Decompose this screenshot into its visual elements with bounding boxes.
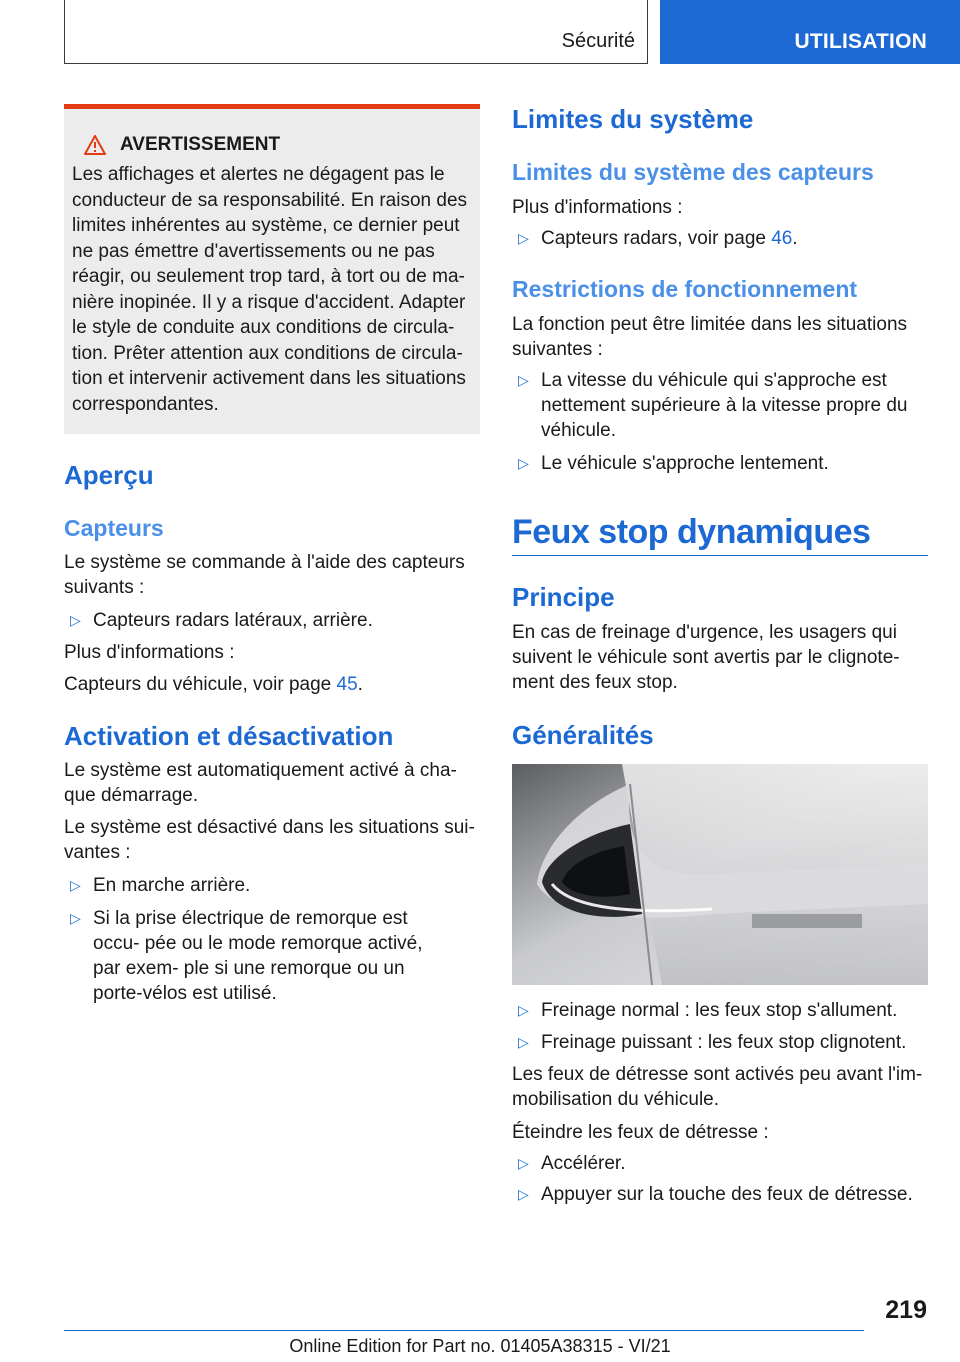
radar-text: Capteurs radars, voir page (541, 228, 772, 249)
list-item (64, 873, 480, 898)
triangle-bullet-icon: ▷ (518, 1002, 529, 1018)
capteurs-text: Le système se commande à l'aide des capteurs suivants : (64, 552, 465, 598)
triangle-bullet-icon: ▷ (518, 230, 529, 246)
list-item-text: Si la prise électrique de remorque est occu‐ pée ou le mode remorque activé, par exem‐ ple si une remorque ou un porte-vélos est utilisé. (93, 908, 423, 1004)
footer-edition: Online Edition for Part no. 01405A38315 - VI/21 (289, 1336, 671, 1356)
header-section-box (64, 0, 648, 64)
list-item (512, 1030, 928, 1055)
warning-title: AVERTISSEMENT (120, 134, 281, 155)
activation-text-2: Le système est désactivé dans les situations sui‐ vantes : (64, 817, 475, 863)
vehicle-sensors-text: Capteurs du véhicule, voir page (64, 674, 337, 695)
warning-box (64, 104, 480, 434)
list-item-text: En marche arrière. (93, 875, 251, 896)
page-number: 219 (885, 1296, 927, 1324)
triangle-bullet-icon: ▷ (518, 1155, 529, 1171)
capteurs-heading: Capteurs (64, 515, 164, 541)
warning-line: nière inopinée. Il y a risque d'accident. Adapter (72, 291, 466, 313)
feux-stop-heading: Feux stop dynamiques (512, 513, 871, 551)
warning-line: tion et intervenir activement dans les situations (72, 368, 466, 389)
list-item (64, 906, 480, 1006)
list-item (512, 451, 928, 476)
warning-triangle-icon (84, 135, 106, 155)
list-item-text: Capteurs radars, voir page 46. (541, 228, 798, 249)
footer-divider (64, 1330, 864, 1331)
list-item-text: La vitesse du véhicule qui s'approche est nettement supérieure à la vitesse propre du véhicule. (541, 370, 908, 441)
warning-line: Les affichages et alertes ne dégagent pas le (72, 164, 445, 185)
apercu-heading: Aperçu (64, 460, 154, 490)
triangle-bullet-icon: ▷ (70, 612, 81, 628)
warning-title-row (72, 132, 472, 158)
triangle-bullet-icon: ▷ (518, 1186, 529, 1202)
list-item-text: Capteurs radars latéraux, arrière. (93, 610, 373, 631)
triangle-bullet-icon: ▷ (518, 372, 529, 388)
tail-light-illustration (512, 764, 928, 985)
header-section-label: Sécurité (561, 30, 635, 52)
header-chapter-label: UTILISATION (794, 30, 927, 53)
list-item-text: Freinage puissant : les feux stop clignotent. (541, 1032, 907, 1053)
triangle-bullet-icon: ▷ (70, 877, 81, 893)
warning-line: ne pas émettre d'avertissements ou ne pas (72, 240, 435, 262)
list-item-text: Le véhicule s'approche lentement. (541, 453, 829, 474)
warning-line: tion. Prêter attention aux conditions de circula‐ (72, 342, 463, 364)
list-item-text: Freinage normal : les feux stop s'allument. (541, 1000, 898, 1021)
hazard-activation-text: Les feux de détresse sont activés peu avant l'im‐ mobilisation du véhicule. (512, 1064, 923, 1110)
hazard-off-text: Éteindre les feux de détresse : (512, 1122, 769, 1143)
warning-line: conducteur de sa responsabilité. En raison des (72, 189, 468, 211)
restrictions-heading: Restrictions de fonctionnement (512, 276, 858, 302)
section-divider (512, 555, 928, 556)
warning-line: le style de conduite aux conditions de circula‐ (72, 317, 455, 338)
list-item (512, 368, 928, 443)
warning-line: correspondantes. (72, 393, 219, 415)
activation-text-1: Le système est automatiquement activé à cha‐ que démarrage. (64, 760, 457, 806)
list-item (512, 226, 928, 251)
triangle-bullet-icon: ▷ (518, 455, 529, 471)
limites-heading: Limites du système (512, 104, 754, 134)
page-link-46[interactable]: 46 (771, 228, 793, 249)
triangle-bullet-icon: ▷ (518, 1034, 529, 1050)
page-link-45[interactable]: 45 (336, 674, 358, 695)
limites-capteurs-heading: Limites du système des capteurs (512, 159, 874, 185)
restrictions-text: La fonction peut être limitée dans les situations suivantes : (512, 314, 908, 360)
list-item-text: Accélérer. (541, 1153, 626, 1174)
list-item (512, 1182, 928, 1207)
more-info-text: Plus d'informations : (512, 197, 683, 218)
list-item (64, 608, 480, 633)
generalites-heading: Généralités (512, 720, 654, 750)
list-item-text: Appuyer sur la touche des feux de détresse. (541, 1184, 913, 1205)
more-info-text: Plus d'informations : (64, 642, 235, 663)
list-item (512, 998, 928, 1023)
activation-heading: Activation et désactivation (64, 721, 394, 751)
vehicle-sensors-ref: Capteurs du véhicule, voir page 45. (64, 674, 363, 695)
warning-line: réagir, ou seulement trop tard, à tort ou de ma‐ (72, 266, 465, 287)
header-chapter-box (660, 0, 960, 64)
tail-light-image (512, 764, 928, 985)
triangle-bullet-icon: ▷ (70, 910, 81, 926)
principe-heading: Principe (512, 582, 615, 612)
list-item (512, 1151, 928, 1176)
warning-line: limites inhérentes au système, ce dernier peut (72, 215, 460, 236)
principe-text: En cas de freinage d'urgence, les usagers qui suivent le véhicule sont avertis par le clignote‐ ment des feux stop. (512, 622, 900, 693)
